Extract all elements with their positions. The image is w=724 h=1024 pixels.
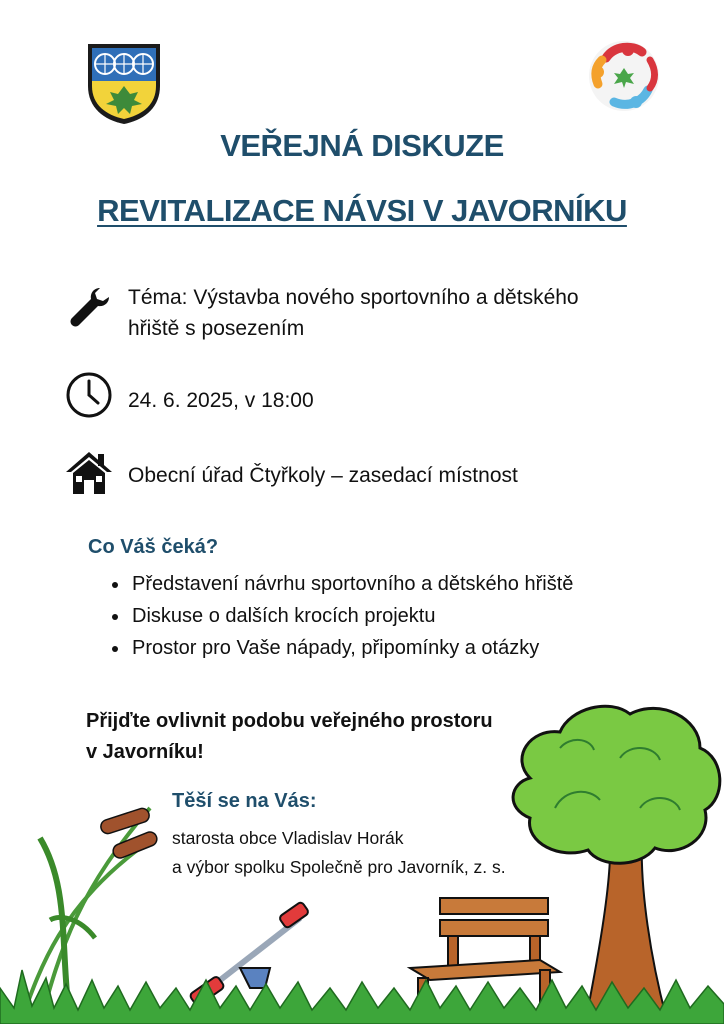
tree-trunk <box>585 838 668 1024</box>
cta-line1: Přijďte ovlivnit podobu veřejného prostoru <box>86 710 493 732</box>
association-logo <box>584 38 664 114</box>
tree-crown <box>513 706 720 863</box>
page-title: VEŘEJNÁ DISKUZE <box>220 128 504 163</box>
expect-heading: Co Váš čeká? <box>88 536 219 558</box>
info-row-place <box>64 448 664 498</box>
signature-heading: Těší se na Vás: <box>172 790 317 812</box>
topic-text-line2: hřiště s posezením <box>128 317 305 340</box>
signature-text <box>172 824 506 882</box>
topic-text-line1: Téma: Výstavba nového sportovního a dětského <box>128 286 579 309</box>
clock-icon <box>64 370 114 420</box>
place-text: Obecní úřad Čtyřkoly – zasedací místnost <box>128 464 518 487</box>
list-item: • Diskuse o dalších krocích projektu <box>130 600 573 632</box>
cta-line2: v Javorníku! <box>86 741 204 763</box>
info-row-date <box>64 370 664 420</box>
house-icon <box>64 448 114 498</box>
wrench-icon <box>64 282 114 332</box>
signature-line1: starosta obce Vladislav Horák <box>172 828 404 848</box>
expect-list <box>104 568 573 664</box>
date-text: 24. 6. 2025, v 18:00 <box>128 389 314 412</box>
list-item: • Představení návrhu sportovního a dětského hřiště <box>130 568 573 600</box>
list-item: • Prostor pro Vaše nápady, připomínky a otázky <box>130 632 573 664</box>
page-subtitle: REVITALIZACE NÁVSI V JAVORNÍKU <box>97 193 627 228</box>
signature-line2: a výbor spolku Společně pro Javorník, z. s. <box>172 857 506 877</box>
municipal-crest-logo <box>86 42 162 126</box>
info-row-topic <box>64 282 664 344</box>
